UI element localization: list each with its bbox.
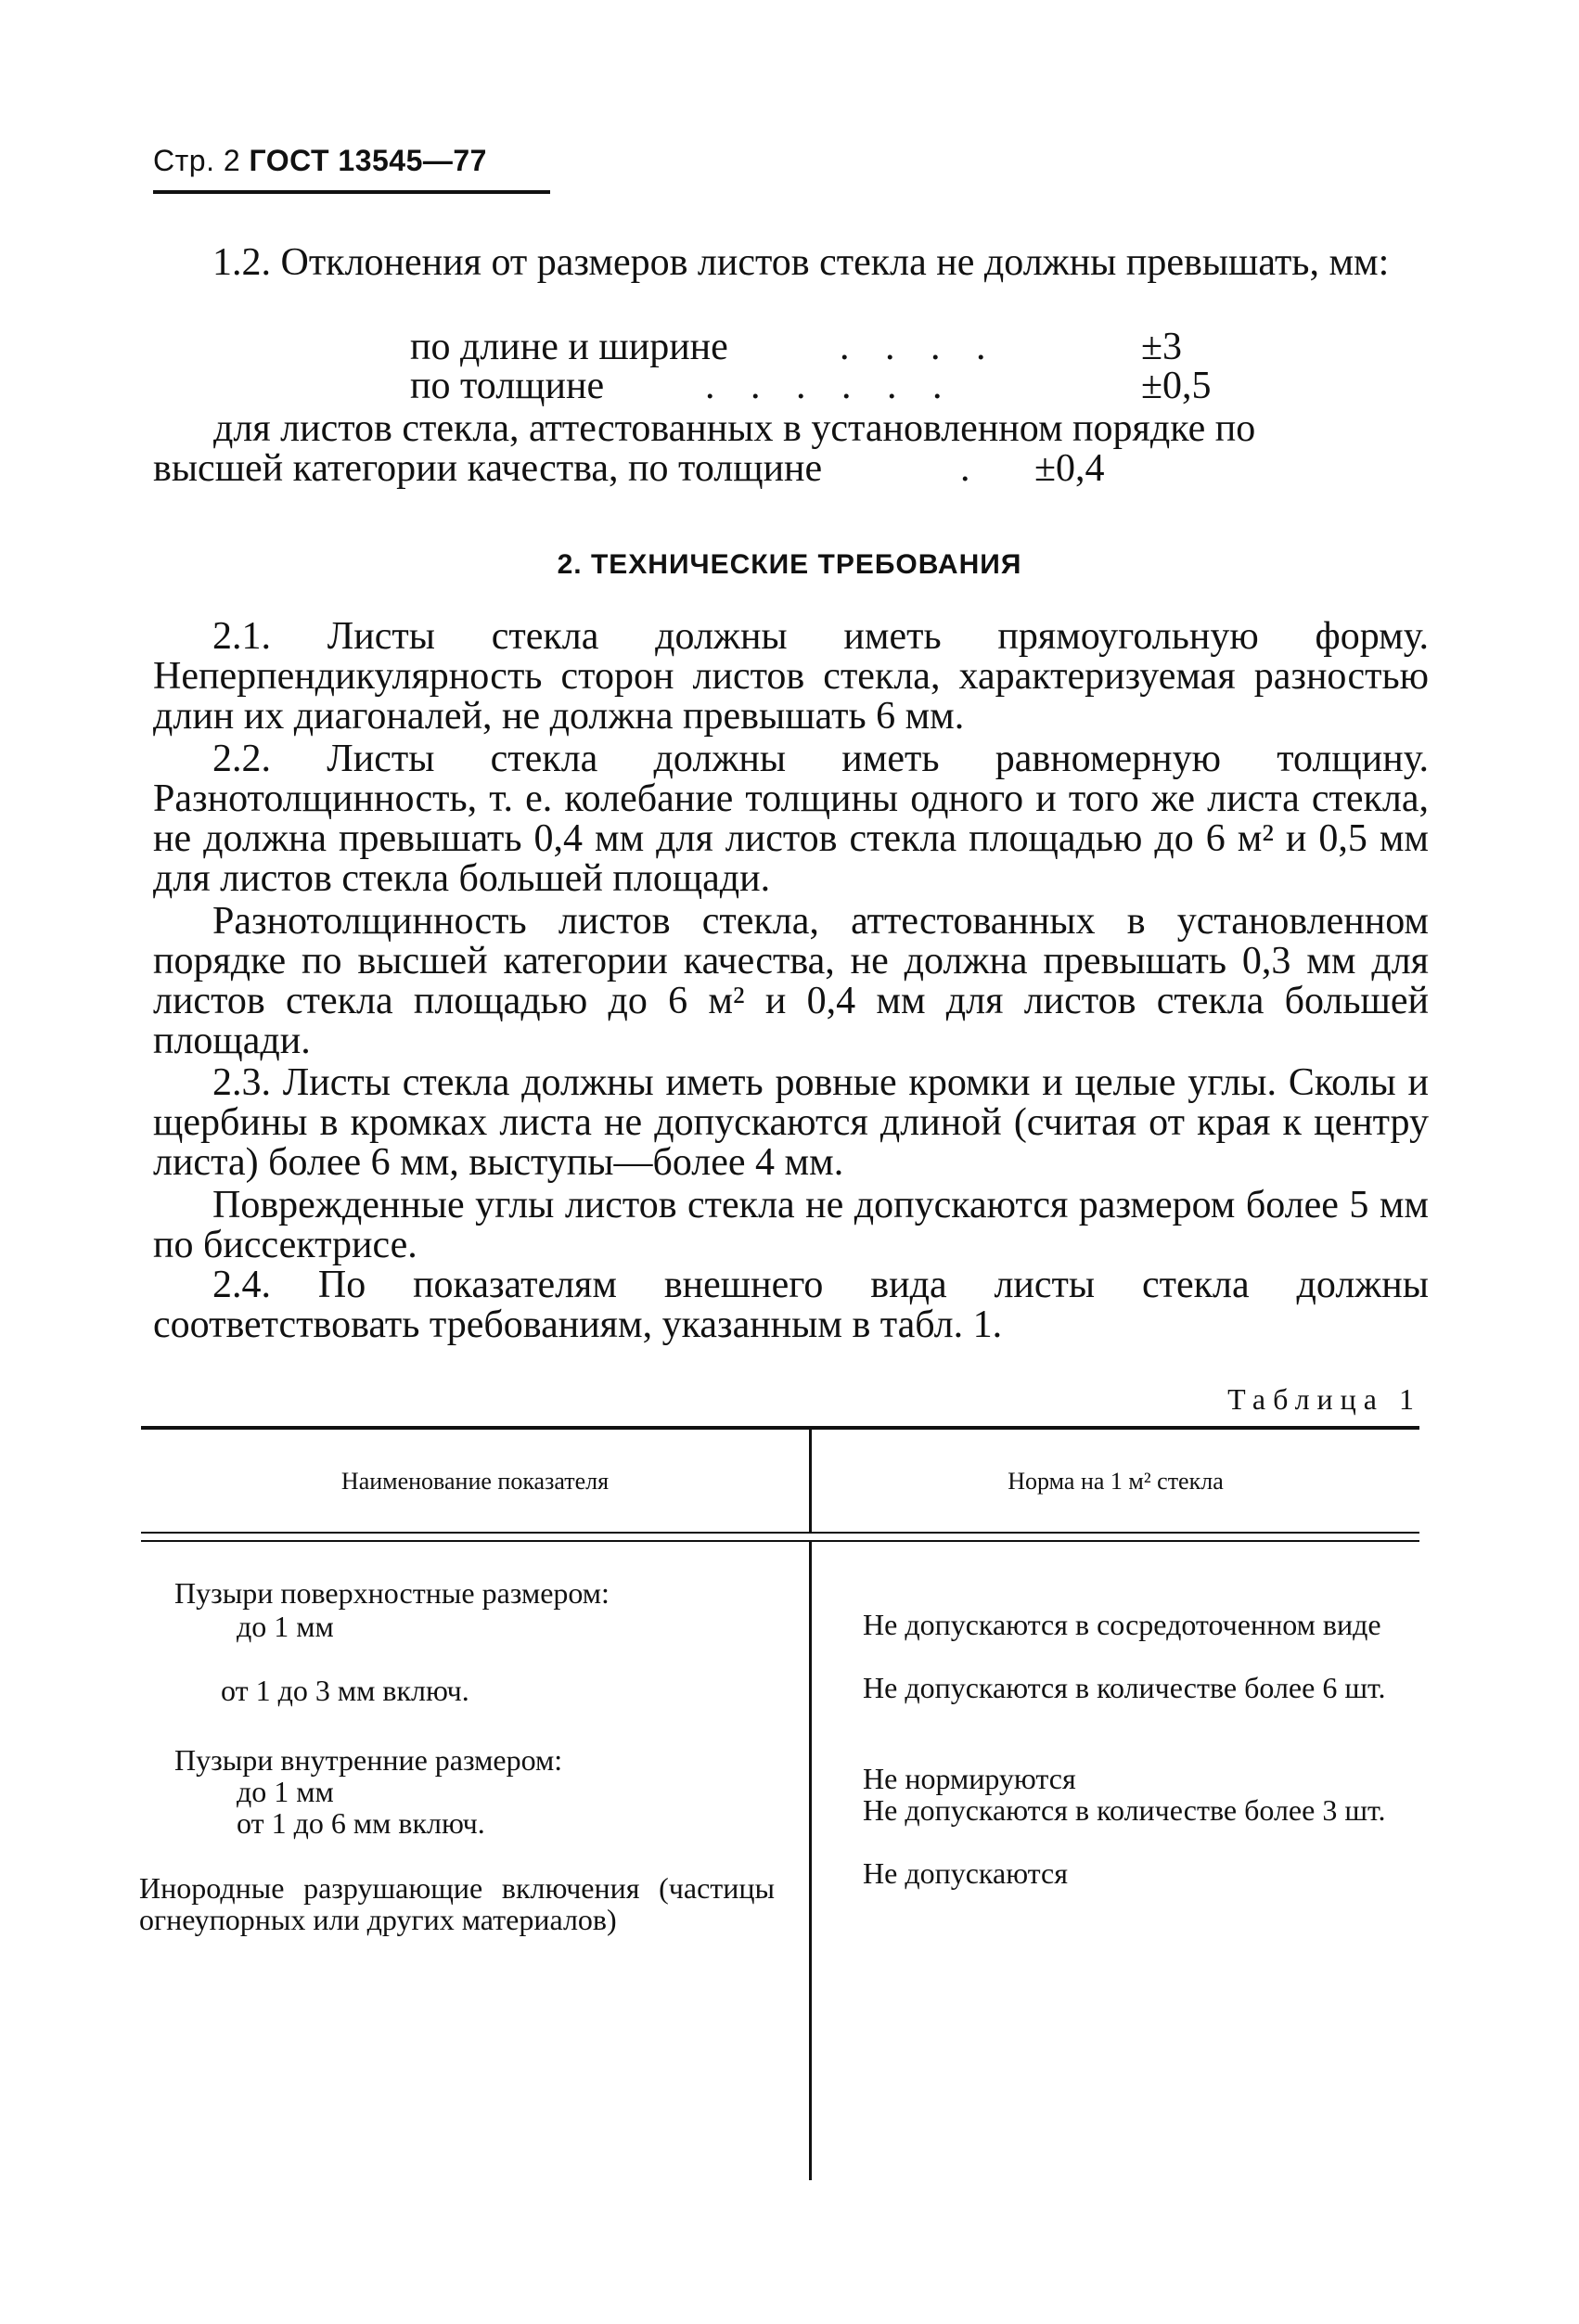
standard-code: ГОСТ 13545—77 [249,144,487,177]
table-caption: Таблица 1 [1227,1382,1421,1416]
surface-bubbles-title: Пузыри поверхностные размером: [174,1576,610,1610]
foreign-inclusions: Инородные разрушающие включения (частицы огнеупорных или других материалов) [139,1871,775,1936]
table-top-rule [141,1426,1419,1430]
header-rule [153,190,550,194]
paragraph-2-3-b: Поврежденные углы листов стекла не допускаются размером более 5 мм по биссектрисе. [153,1184,1429,1266]
table-header-rule-2 [141,1540,1419,1542]
paragraph-1-2: 1.2. Отклонения от размеров листов стекла не должны превышать, мм: [212,241,1390,284]
norm-row-4: Не допускаются в количестве более 3 шт. [863,1793,1386,1827]
table-body-divider [809,1542,812,2180]
row-length-label: по длине и ширине [410,326,728,368]
row-length-value: ±3 [1141,326,1183,368]
surface-bubbles-a: до 1 мм [237,1610,334,1643]
row-length-dots: . . . . [840,326,999,368]
internal-bubbles-title: Пузыри внутренние размером: [174,1743,563,1777]
attested-value: ±0,4 [1034,447,1105,490]
norm-row-5: Не допускаются [863,1856,1068,1890]
section-title: 2. ТЕХНИЧЕСКИЕ ТРЕБОВАНИЯ [557,549,1022,580]
norm-row-3: Не нормируются [863,1762,1076,1795]
row-thickness-label: по толщине [410,365,605,407]
page-number: Стр. 2 [153,144,241,177]
paragraph-2-4: 2.4. По показателям внешнего вида листы стекла должны соответствовать требованиям, указанным в табл. 1. [153,1264,1429,1346]
paragraph-2-1: 2.1. Листы стекла должны иметь прямоугольную форму. Неперпендикулярность сторон листов стекла, характеризуемая разностью длин их диагоналей, не должна превышать 6 мм. [153,615,1429,738]
internal-bubbles-b: от 1 до 6 мм включ. [237,1806,485,1840]
page-header [153,144,487,178]
attested-dot: . [960,447,970,490]
norm-row-1: Не допускаются в сосредоточенном виде [863,1608,1381,1641]
column-header-indicator: Наименование показателя [340,1468,610,1495]
paragraph-2-2-b: Разнотолщинность листов стекла, аттестованных в установленном порядке по высшей категории качества, не должна превышать 0,3 мм для листов стекла площадью до 6 м² и 0,4 мм для листов стекла большей площади. [153,900,1429,1062]
surface-bubbles-b: от 1 до 3 мм включ. [221,1674,469,1707]
table-header-rule-1 [141,1532,1419,1534]
internal-bubbles-a: до 1 мм [237,1775,334,1808]
norm-row-2: Не допускаются в количестве более 6 шт. [863,1671,1386,1704]
paragraph-2-3: 2.3. Листы стекла должны иметь ровные кромки и целые углы. Сколы и щербины в кромках листа не допускаются длиной (считая от края к центру листа) более 6 мм, выступы—более 4 мм. [153,1061,1429,1184]
row-thickness-value: ±0,5 [1141,365,1212,407]
column-header-norm: Норма на 1 м² стекла [1008,1468,1224,1495]
attested-line-1: для листов стекла, аттестованных в установленном порядке по [213,407,1256,450]
paragraph-2-2: 2.2. Листы стекла должны иметь равномерную толщину. Разнотолщинность, т. е. колебание толщины одного и того же листа стекла, не должна превышать 0,4 мм для листов стекла площадью до 6 м² и 0,5 мм для листов стекла большей площади. [153,738,1429,900]
row-thickness-dots: . . . . . . [705,365,956,407]
attested-line-2: высшей категории качества, по толщине [153,447,823,490]
